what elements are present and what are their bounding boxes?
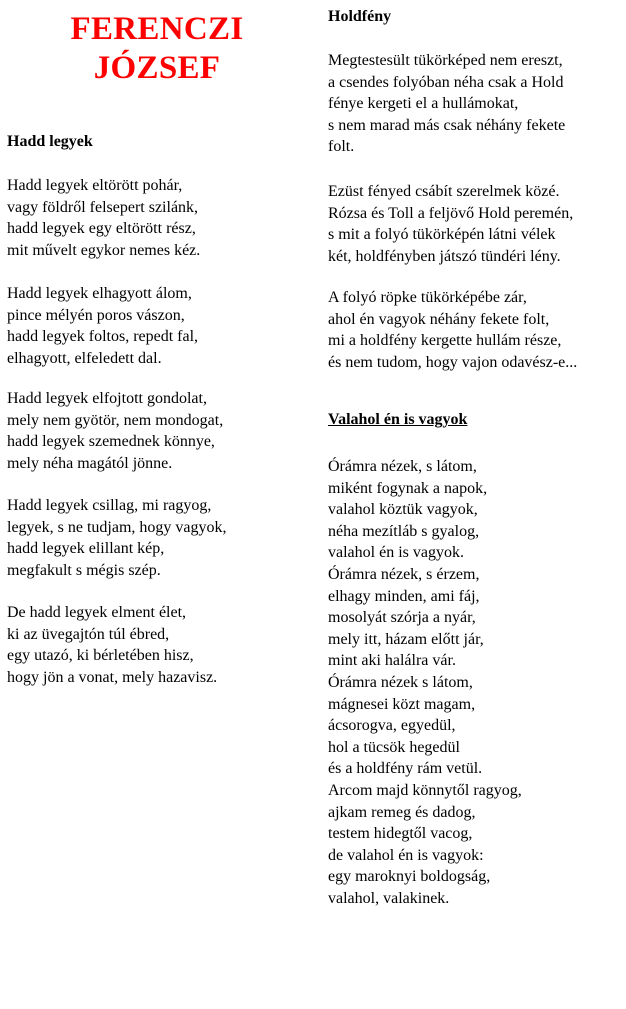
poem-line: és nem tudom, hogy vajon odavész-e...	[328, 353, 578, 371]
poem-line: legyek, s ne tudjam, hogy vagyok,	[7, 518, 227, 536]
poem-line: hol a tücsök hegedül	[328, 738, 460, 756]
poem-line: mit művelt egykor nemes kéz.	[7, 241, 201, 259]
poem-line: egy utazó, ki bérletében hisz,	[7, 647, 194, 665]
stanza	[7, 495, 227, 581]
stanza	[328, 287, 577, 373]
poem-line: ajkam remeg és dadog,	[328, 803, 476, 821]
poem-line: ahol én vagyok néhány fekete folt,	[328, 310, 550, 328]
poem-line: hadd legyek egy eltörött rész,	[7, 220, 196, 238]
poem-line: s nem marad más csak néhány fekete	[328, 116, 566, 134]
poem-line: Hadd legyek csillag, mi ragyog,	[7, 497, 212, 514]
poem-line: valahol, valakinek.	[328, 889, 450, 907]
poem-line: testem hidegtől vacog,	[328, 825, 473, 843]
poem-line: Hadd legyek elfojtott gondolat,	[7, 390, 207, 407]
poem-line: pince mélyén poros vászon,	[7, 306, 185, 324]
poem-line: mint aki halálra vár.	[328, 652, 456, 670]
poem-line: Hadd legyek eltörött pohár,	[7, 177, 183, 194]
poem-line: Órámra nézek, s látom,	[328, 458, 477, 475]
poem-title: Hadd legyek	[7, 133, 93, 150]
poem-line: hadd legyek foltos, repedt fal,	[7, 328, 199, 346]
poem-line: de valahol én is vagyok:	[328, 846, 484, 864]
poem-line: egy maroknyi boldogság,	[328, 868, 491, 886]
author-name	[7, 10, 307, 88]
poem-title: Holdfény	[328, 8, 392, 25]
poem-line: mi a holdfény kergette hullám része,	[328, 332, 562, 350]
poem-line: ki az üvegajtón túl ébred,	[7, 625, 170, 643]
poem-line: Rózsa és Toll a feljövő Hold peremén,	[328, 204, 574, 222]
poem-line: mágnesei közt magam,	[328, 695, 476, 713]
poem-line: elhagy minden, ami fáj,	[328, 587, 480, 605]
stanza	[328, 50, 565, 158]
poem-line: De hadd legyek elment élet,	[7, 604, 187, 621]
author-name-line: FERENCZI	[70, 11, 244, 47]
poem-line: megfakult s mégis szép.	[7, 561, 161, 579]
poem-line: Megtestesült tükörképed nem ereszt,	[328, 52, 563, 69]
stanza	[7, 602, 217, 688]
poem-line: mosolyát szórja a nyár,	[328, 609, 476, 627]
poem-line: Arcom majd könnytől ragyog,	[328, 781, 522, 799]
poem-line: néha mezítláb s gyalog,	[328, 522, 480, 540]
poem-line: hogy jön a vonat, mely hazavisz.	[7, 668, 218, 686]
poem-line: elhagyott, elfeledett dal.	[7, 349, 162, 367]
poem-line: s mit a folyó tükörképén látni vélek	[328, 226, 556, 244]
poem-line: vagy földről felsepert szilánk,	[7, 198, 199, 216]
poem-line: mely néha magától jönne.	[7, 454, 173, 472]
poem-line: valahol én is vagyok.	[328, 544, 464, 562]
poem-line: ácsorogva, egyedül,	[328, 717, 456, 735]
poem-line: Órámra nézek s látom,	[328, 673, 473, 691]
poem-line: Órámra nézek, s érzem,	[328, 565, 480, 583]
poem-line: és a holdfény rám vetül.	[328, 760, 483, 778]
poem-title: Valahol én is vagyok	[328, 411, 468, 428]
stanza	[7, 283, 198, 369]
poem-line: hadd legyek szemednek könnye,	[7, 433, 215, 451]
stanza	[328, 456, 522, 909]
author-name-line: JÓZSEF	[93, 50, 221, 86]
poem-line: valahol köztük vagyok,	[328, 501, 478, 519]
stanza	[328, 181, 573, 267]
poem-line: hadd legyek elillant kép,	[7, 540, 165, 558]
poem-line: Ezüst fényed csábít szerelmek közé.	[328, 183, 560, 200]
poem-line: fénye kergeti el a hullámokat,	[328, 95, 519, 113]
poem-line: Hadd legyek elhagyott álom,	[7, 285, 192, 302]
poem-line: a csendes folyóban néha csak a Hold	[328, 73, 564, 91]
poem-line: miként fogynak a napok,	[328, 479, 488, 497]
poem-line: mely itt, házam előtt jár,	[328, 630, 484, 648]
poem-line: két, holdfényben játszó tündéri lény.	[328, 247, 561, 265]
poem-line: folt.	[328, 138, 355, 156]
stanza	[7, 388, 223, 474]
poem-line: mely nem gyötör, nem mondogat,	[7, 411, 224, 429]
stanza	[7, 175, 200, 261]
poem-line: A folyó röpke tükörképébe zár,	[328, 289, 527, 306]
